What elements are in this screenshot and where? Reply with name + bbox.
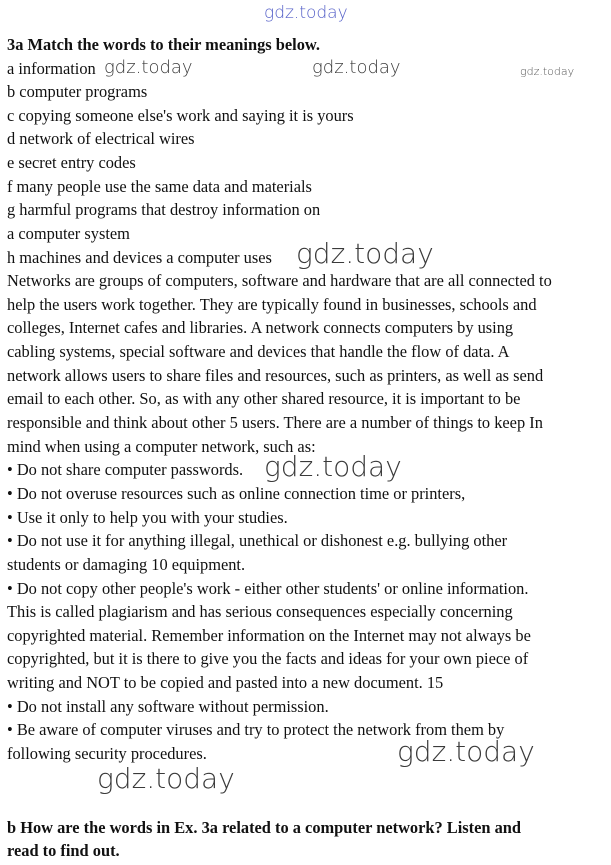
- paragraph-line: Networks are groups of computers, software and hardware that are all connected to: [7, 271, 552, 290]
- watermark: gdz.today: [397, 735, 535, 768]
- bullet-line: • Do not overuse resources such as online connection time or printers,: [7, 484, 466, 503]
- exercise-b-line: b How are the words in Ex. 3a related to a computer network? Listen and: [7, 818, 522, 837]
- bullet-line: • Do not copy other people's work - either other students' or online information.: [7, 579, 529, 598]
- exercise-b-line: read to find out.: [7, 841, 120, 860]
- exercise-item-f: f many people use the same data and materials: [7, 177, 312, 196]
- watermark: gdz.today: [104, 57, 193, 78]
- bullet-line: • Be aware of computer viruses and try to protect the network from them by: [7, 720, 505, 739]
- bullet-line: copyrighted, but it is there to give you the facts and ideas for your own piece of: [7, 649, 529, 668]
- paragraph-line: network allows users to share files and resources, such as printers, as well as send: [7, 366, 544, 385]
- exercise-item-g: g harmful programs that destroy information on: [7, 200, 321, 219]
- exercise-item-a: a information: [7, 59, 96, 78]
- bullet-line: • Use it only to help you with your studies.: [7, 508, 288, 527]
- exercise-item-e: e secret entry codes: [7, 153, 136, 172]
- bullet-line: This is called plagiarism and has serious consequences especially concerning: [7, 602, 513, 621]
- watermark: gdz.today: [97, 762, 235, 795]
- watermark: gdz.today: [264, 450, 402, 483]
- paragraph-line: responsible and think about other 5 users. There are a number of things to keep In: [7, 413, 543, 432]
- bullet-line: following security procedures.: [7, 744, 207, 763]
- bullet-line: • Do not share computer passwords.: [7, 460, 244, 479]
- bullet-line: students or damaging 10 equipment.: [7, 555, 246, 574]
- paragraph-line: mind when using a computer network, such as:: [7, 437, 316, 456]
- exercise-item-h: h machines and devices a computer uses: [7, 248, 272, 267]
- exercise-item-c: c copying someone else's work and saying it is yours: [7, 106, 354, 125]
- watermark-top: gdz.today: [264, 3, 348, 23]
- paragraph-line: cabling systems, special software and devices that handle the flow of data. A: [7, 342, 510, 361]
- watermark: gdz.today: [296, 237, 434, 270]
- bullet-line: copyrighted material. Remember information on the Internet may not always be: [7, 626, 531, 645]
- bullet-line: • Do not install any software without permission.: [7, 697, 329, 716]
- watermark: gdz.today: [312, 57, 401, 78]
- bullet-line: writing and NOT to be copied and pasted into a new document. 15: [7, 673, 444, 692]
- paragraph-line: email to each other. So, as with any other shared resource, it is important to be: [7, 389, 521, 408]
- paragraph-line: colleges, Internet cafes and libraries. A network connects computers by using: [7, 318, 514, 337]
- exercise-item-d: d network of electrical wires: [7, 129, 195, 148]
- bullet-line: • Do not use it for anything illegal, unethical or dishonest e.g. bullying other: [7, 531, 508, 550]
- exercise-item-g-cont: a computer system: [7, 224, 130, 243]
- exercise-3a-heading: 3a Match the words to their meanings below.: [7, 35, 320, 54]
- exercise-item-b: b computer programs: [7, 82, 148, 101]
- watermark: gdz.today: [520, 65, 575, 78]
- paragraph-line: help the users work together. They are typically found in businesses, schools and: [7, 295, 537, 314]
